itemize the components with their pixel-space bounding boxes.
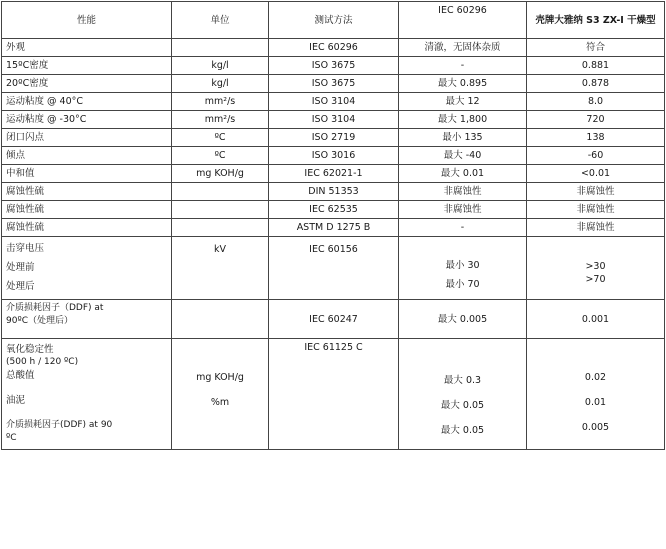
row-method: ISO 3104 xyxy=(269,111,399,129)
breakdown-unit: kV xyxy=(172,237,269,300)
row-unit xyxy=(172,219,269,237)
oxidation-unit-sludge: %m xyxy=(210,397,230,408)
row-method: IEC 62535 xyxy=(269,201,399,219)
oxidation-value-sludge: 0.01 xyxy=(584,397,607,408)
row-unit xyxy=(172,183,269,201)
row-spec: 最小 135 xyxy=(399,129,527,147)
row-spec: - xyxy=(399,219,527,237)
oxidation-unit-cell xyxy=(172,339,269,450)
breakdown-spec-before: 最小 30 xyxy=(445,260,480,271)
row-method: IEC 62021-1 xyxy=(269,165,399,183)
row-method: ISO 3016 xyxy=(269,147,399,165)
row-unit: mm²/s xyxy=(172,93,269,111)
row-method: ISO 3104 xyxy=(269,93,399,111)
oxidation-ddf-label-line1: 介质损耗因子(DDF) at 90 xyxy=(6,420,113,430)
header-property: 性能 xyxy=(2,2,172,39)
ddf-unit xyxy=(172,300,269,339)
oxidation-sludge-label: 油泥 xyxy=(6,395,26,406)
row-unit: kg/l xyxy=(172,75,269,93)
oxidation-value-ddf: 0.005 xyxy=(581,422,610,433)
oxidation-value-cell xyxy=(527,339,665,450)
row-value: <0.01 xyxy=(527,165,665,183)
row-property: 20ºC密度 xyxy=(2,75,172,93)
spec-table xyxy=(1,1,665,450)
ddf-value: 0.001 xyxy=(527,300,665,339)
row-spec: 清澈，无固体杂质 xyxy=(399,39,527,57)
row-value: 0.878 xyxy=(527,75,665,93)
row-property: 运动粘度 @ 40°C xyxy=(2,93,172,111)
table-row xyxy=(2,39,665,57)
oxidation-spec-cell xyxy=(399,339,527,450)
oxidation-condition: (500 h / 120 ºC) xyxy=(6,357,79,367)
header-method: 测试方法 xyxy=(269,2,399,39)
row-spec: 最大 0.01 xyxy=(399,165,527,183)
ddf-property-line1: 介质损耗因子（DDF) at xyxy=(6,303,104,313)
table-row xyxy=(2,219,665,237)
oxidation-property-cell xyxy=(2,339,172,450)
row-property: 腐蚀性硫 xyxy=(2,219,172,237)
table-row xyxy=(2,93,665,111)
breakdown-spec-after: 最小 70 xyxy=(445,279,480,290)
row-spec: 最大 -40 xyxy=(399,147,527,165)
row-spec: - xyxy=(399,57,527,75)
breakdown-after: 处理后 xyxy=(6,281,35,292)
breakdown-method: IEC 60156 xyxy=(269,237,399,300)
row-property: 中和值 xyxy=(2,165,172,183)
row-property: 运动粘度 @ -30°C xyxy=(2,111,172,129)
header-standard: IEC 60296 xyxy=(399,2,527,39)
table-row xyxy=(2,111,665,129)
row-method: ISO 3675 xyxy=(269,75,399,93)
row-value: -60 xyxy=(527,147,665,165)
breakdown-value-before: >30 xyxy=(585,261,606,272)
row-value: 非腐蚀性 xyxy=(527,183,665,201)
row-spec: 最大 12 xyxy=(399,93,527,111)
row-value: 非腐蚀性 xyxy=(527,201,665,219)
row-value: 138 xyxy=(527,129,665,147)
table-row xyxy=(2,129,665,147)
table-row xyxy=(2,165,665,183)
row-property: 倾点 xyxy=(2,147,172,165)
row-spec: 最大 0.895 xyxy=(399,75,527,93)
header-product: 壳牌大雅纳 S3 ZX-I 干燥型 xyxy=(527,2,665,39)
ddf-property-line2: 90ºC（处理后） xyxy=(6,316,73,326)
row-unit: ºC xyxy=(172,129,269,147)
row-unit: mm²/s xyxy=(172,111,269,129)
table-row xyxy=(2,147,665,165)
ddf-method: IEC 60247 xyxy=(269,300,399,339)
oxidation-ddf-label-line2: ºC xyxy=(6,433,17,443)
header-row xyxy=(2,2,665,39)
oxidation-acid-label: 总酸值 xyxy=(6,370,35,381)
breakdown-value-cell xyxy=(527,237,665,300)
row-unit xyxy=(172,39,269,57)
row-method: ASTM D 1275 B xyxy=(269,219,399,237)
row-value: 符合 xyxy=(527,39,665,57)
row-unit: mg KOH/g xyxy=(172,165,269,183)
row-value: 720 xyxy=(527,111,665,129)
row-property: 腐蚀性硫 xyxy=(2,183,172,201)
oxidation-value-acid: 0.02 xyxy=(584,372,607,383)
ddf-spec: 最大 0.005 xyxy=(399,300,527,339)
row-value: 8.0 xyxy=(527,93,665,111)
oxidation-row xyxy=(2,339,665,450)
table-row xyxy=(2,75,665,93)
row-property: 腐蚀性硫 xyxy=(2,201,172,219)
row-unit: ºC xyxy=(172,147,269,165)
breakdown-before: 处理前 xyxy=(6,262,35,273)
oxidation-spec-sludge: 最大 0.05 xyxy=(440,400,485,411)
row-value: 非腐蚀性 xyxy=(527,219,665,237)
breakdown-row xyxy=(2,237,665,300)
ddf-row xyxy=(2,300,665,339)
row-property: 外观 xyxy=(2,39,172,57)
breakdown-property: 击穿电压 xyxy=(6,243,45,254)
row-spec: 非腐蚀性 xyxy=(399,201,527,219)
table-row xyxy=(2,201,665,219)
table-row xyxy=(2,183,665,201)
oxidation-spec-ddf: 最大 0.05 xyxy=(440,425,485,436)
row-method: IEC 60296 xyxy=(269,39,399,57)
row-spec: 非腐蚀性 xyxy=(399,183,527,201)
header-unit: 单位 xyxy=(172,2,269,39)
row-spec: 最大 1,800 xyxy=(399,111,527,129)
row-method: ISO 3675 xyxy=(269,57,399,75)
oxidation-property: 氧化稳定性 xyxy=(6,344,54,355)
ddf-property-cell xyxy=(2,300,172,339)
row-method: DIN 51353 xyxy=(269,183,399,201)
breakdown-spec-cell xyxy=(399,237,527,300)
row-method: ISO 2719 xyxy=(269,129,399,147)
row-unit xyxy=(172,201,269,219)
row-unit: kg/l xyxy=(172,57,269,75)
oxidation-spec-acid: 最大 0.3 xyxy=(443,375,482,386)
oxidation-unit-acid: mg KOH/g xyxy=(196,372,244,383)
table-row xyxy=(2,57,665,75)
breakdown-value-after: >70 xyxy=(585,274,606,285)
row-property: 15ºC密度 xyxy=(2,57,172,75)
row-value: 0.881 xyxy=(527,57,665,75)
oxidation-method: IEC 61125 C xyxy=(269,339,399,450)
breakdown-property-cell xyxy=(2,237,172,300)
row-property: 闭口闪点 xyxy=(2,129,172,147)
